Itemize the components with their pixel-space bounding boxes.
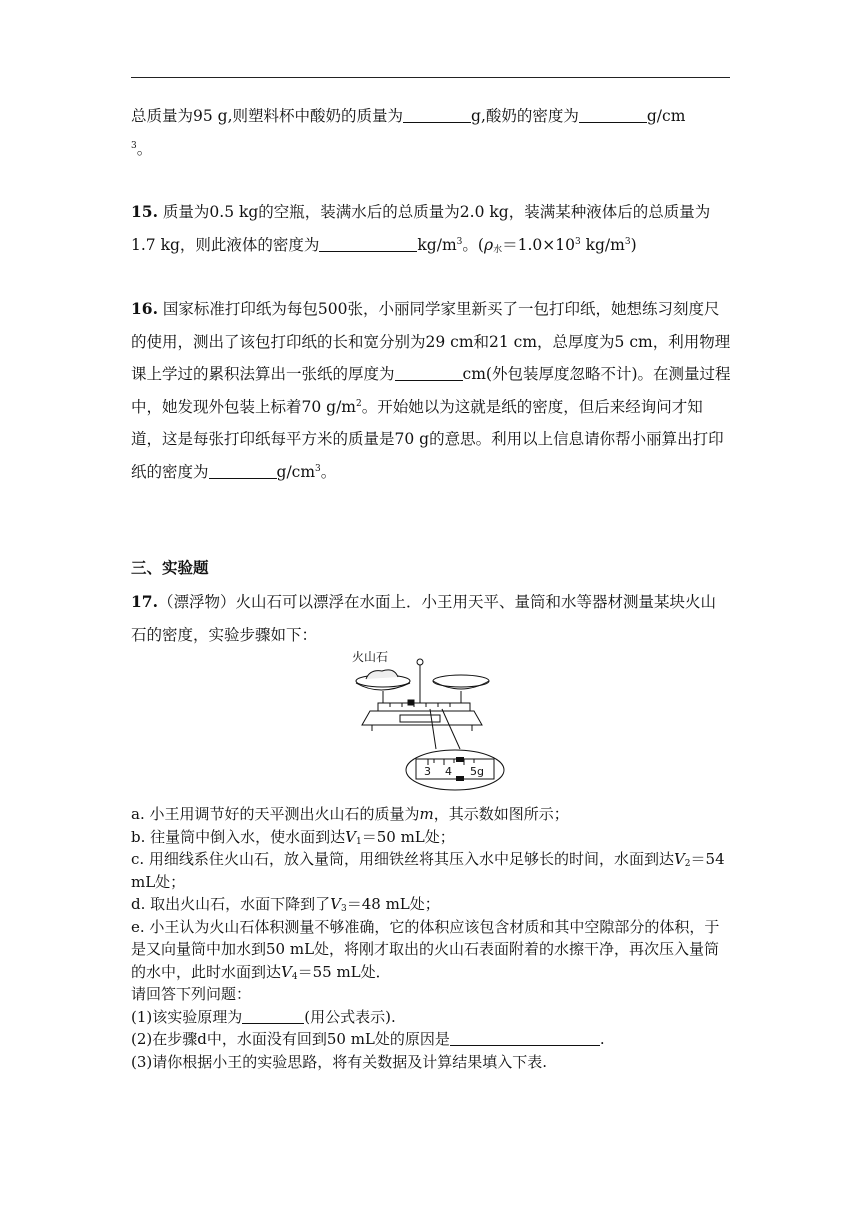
q14-period: 。 (136, 139, 153, 158)
step-b-text-2: ＝50 mL处； (361, 827, 455, 846)
sq1-text-1: (1)该实验原理为 (131, 1007, 243, 1026)
rider-bottom-marker (456, 776, 464, 781)
sq1-blank[interactable] (242, 1009, 304, 1024)
q16-exp-2: 3 (315, 463, 321, 474)
questions-prompt: 请回答下列问题： (131, 985, 252, 1003)
q15-rho: ρ (483, 235, 494, 254)
balance-figure (350, 645, 512, 791)
step-e-text-1: e. 小王认为火山石体积测量不够准确，它的体积应该包含材质和其中空隙部分的体积，于是又向量筒中加水到50 mL处，将刚才取出的火山石表面附着的水擦干净，再次压入量筒的水中，此时水面到达 (131, 917, 720, 981)
step-a (131, 803, 731, 826)
step-e-sub: 4 (291, 971, 298, 982)
q15-rho-sub: 水 (493, 244, 503, 255)
q17-number: 17. (131, 592, 158, 611)
header-rule (131, 77, 730, 78)
section-title: 三、实验题 (131, 559, 209, 577)
step-e-text-2: ＝55 mL处． (297, 962, 391, 981)
question-17-intro (131, 586, 731, 651)
question-17-steps (131, 803, 731, 1073)
sub-question-2 (131, 1028, 731, 1051)
q15-unit-exp: 3 (456, 236, 463, 247)
q15-text-d: ＝1.0×10 (502, 235, 575, 254)
step-b-text-1: b. 往量筒中倒入水，使水面到达 (131, 827, 346, 846)
q14-text-b: g,酸奶的密度为 (471, 107, 579, 125)
q14-text-a: 总质量为95 g,则塑料杯中酸奶的质量为 (131, 107, 404, 125)
step-d (131, 893, 731, 916)
step-b-var: V (345, 827, 356, 846)
step-e-var: V (281, 962, 292, 981)
sq1-text-2: (用公式表示). (304, 1007, 396, 1026)
q16-text-a: 国家标准打印纸为每包500张，小丽同学家里新买了一包打印纸，她想练习刻度尺的使用，测出了该包打印纸的长和宽分别为29 cm和21 cm，总厚度为5 cm，利用物理课上学过的累积法算出一张纸的厚度为 (131, 300, 731, 383)
step-d-var: V (330, 895, 341, 913)
step-c (131, 848, 731, 893)
q16-unit: g/cm (276, 462, 316, 481)
q15-blank[interactable] (319, 235, 417, 252)
sub-question-1 (131, 1006, 731, 1029)
step-c-text-1: c. 用细线系住火山石，放入量筒，用细铁丝将其压入水中足够长的时间，水面到达 (131, 850, 674, 868)
rider-top-marker (456, 757, 464, 762)
step-c-sub: 2 (684, 859, 691, 869)
q15-unit: kg/m (417, 235, 457, 254)
q14-unit-exp: 3 (131, 140, 137, 151)
q15-text-e: kg/m (580, 235, 625, 254)
step-e (131, 916, 731, 984)
step-d-text-2: ＝48 mL处； (346, 895, 440, 913)
scale-tick-4: 4 (445, 765, 452, 778)
q16-period: 。 (320, 462, 337, 481)
q15-exp-1: 3 (574, 236, 581, 247)
q15-text: 质量为0.5 kg的空瓶，装满水后的总质量为2.0 kg，装满某种液体后的总质量为1.7 kg，则此液体的密度为 (131, 203, 711, 254)
step-b-sub: 1 (355, 836, 362, 847)
step-d-sub: 3 (340, 904, 347, 914)
q16-blank-1[interactable] (395, 364, 463, 381)
q16-exp-1: 2 (356, 398, 362, 409)
q15-text-f: ) (630, 235, 637, 254)
sq2-text-1: (2)在步骤d中，水面没有回到50 mL处的原因是 (131, 1030, 450, 1048)
question-14-continued (131, 100, 731, 165)
sq2-text-2: . (599, 1030, 605, 1048)
question-15 (131, 196, 731, 261)
step-c-var: V (673, 850, 685, 868)
q16-text-c: 。开始她以为这就是纸的密度，但后来经询问才知道，这是每张打印纸每平方米的质量是70 g的意思。利用以上信息请你帮小丽算出打印纸的密度为 (131, 397, 724, 481)
step-d-text-1: d. 取出火山石，水面下降到了 (131, 895, 331, 913)
step-a-text-1: a. 小王用调节好的天平测出火山石的质量为 (131, 805, 420, 823)
step-c-text-2: ＝54 mL处； (131, 850, 725, 891)
question-16 (131, 293, 731, 488)
sub-question-3: (3)请你根据小王的实验思路，将有关数据及计算结果填入下表. (131, 1052, 548, 1071)
step-a-text-2: ，其示数如图所示； (433, 805, 569, 823)
q17-intro-text: （漂浮物）火山石可以漂浮在水面上．小王用天平、量筒和水等器材测量某块火山石的密度，实验步骤如下： (131, 593, 716, 644)
q16-number: 16. (131, 299, 158, 318)
q14-unit: g/cm (646, 107, 686, 125)
q15-text-c: 。( (462, 235, 484, 254)
q15-number: 15. (131, 202, 158, 221)
q16-text-b: cm(外包装厚度忽略不计)。在测量过程中，她发现外包装上标着70 g/m (131, 365, 731, 416)
figure-label: 火山石 (352, 650, 389, 664)
q14-blank-2[interactable] (579, 106, 647, 123)
step-b (131, 826, 731, 849)
q14-blank-1[interactable] (403, 106, 471, 123)
sq2-blank[interactable] (450, 1031, 600, 1046)
q15-exp-2: 3 (624, 236, 631, 247)
q16-blank-2[interactable] (209, 462, 277, 479)
step-a-var: m (419, 805, 434, 823)
scale-tick-3: 3 (424, 765, 431, 778)
scale-tick-5g: 5g (470, 765, 484, 778)
